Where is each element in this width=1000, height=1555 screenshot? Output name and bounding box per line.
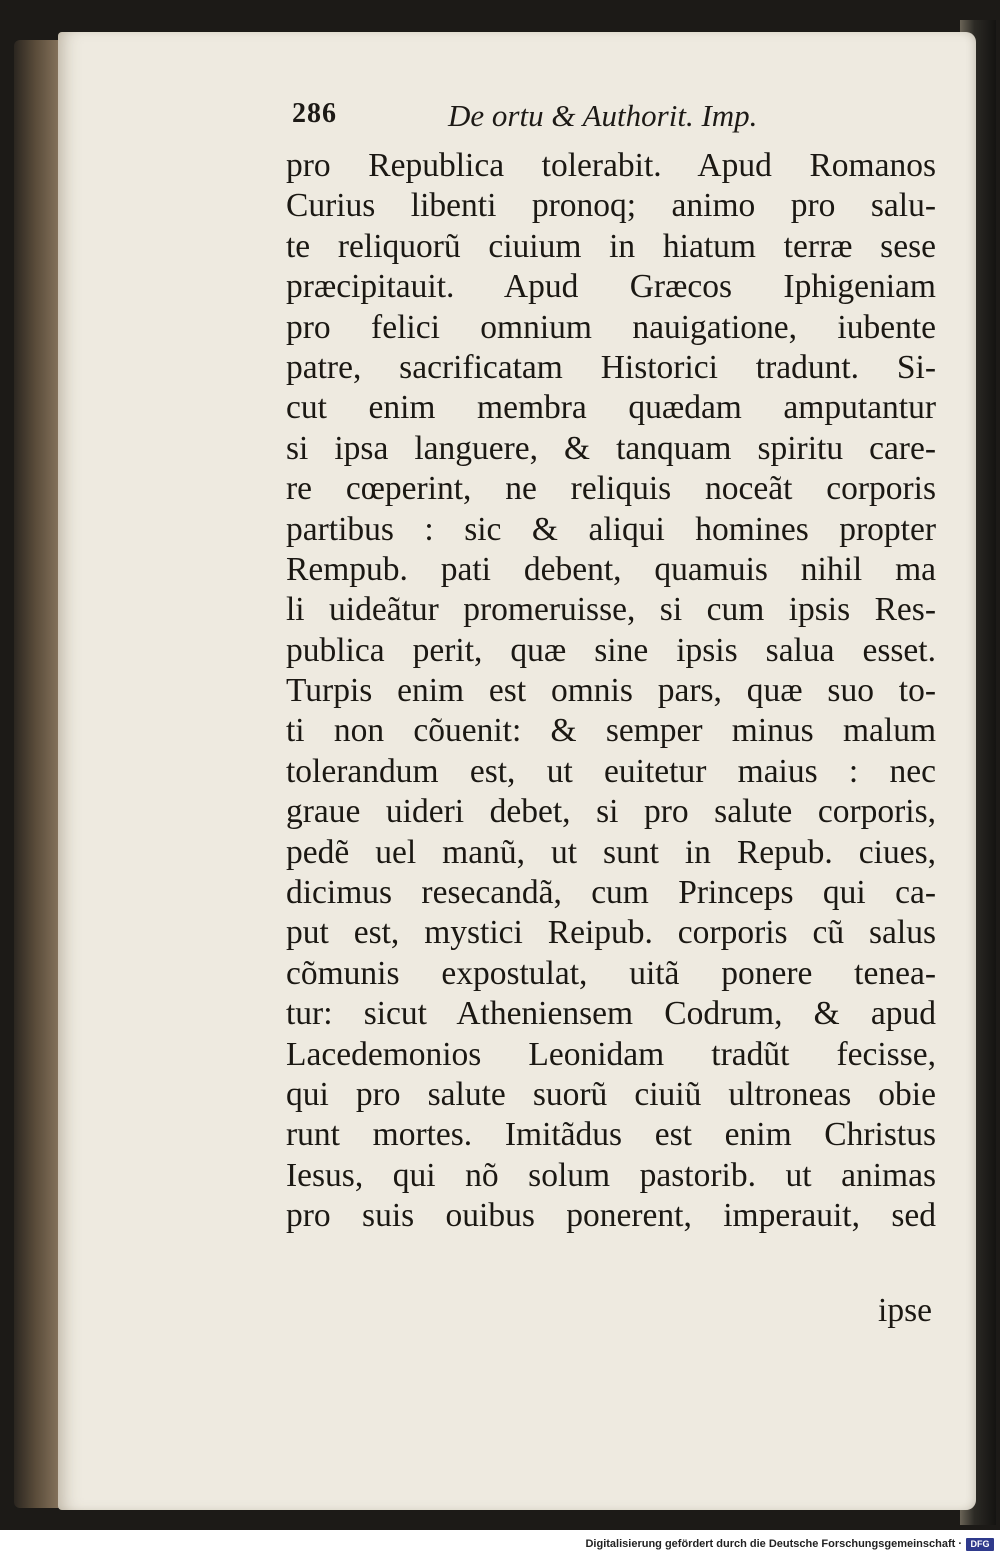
text-line: Iesus, qui nõ solum pastorib. ut animas (286, 1156, 936, 1194)
text-line: runt mortes. Imitãdus est enim Christus (286, 1116, 936, 1154)
dfg-logo-icon: DFG (966, 1538, 994, 1551)
text-line: pedẽ uel manũ, ut sunt in Repub. ciues, (286, 833, 936, 871)
running-title: De ortu & Authorit. Imp. (448, 98, 758, 133)
body-text (286, 146, 936, 1237)
text-line: li uideãtur promeruisse, si cum ipsis Res- (286, 591, 936, 629)
text-line: partibus : sic & aliqui homines propter (286, 510, 936, 548)
text-line: te reliquorũ ciuium in hiatum terræ sese (286, 227, 936, 265)
book-spine-edge (14, 40, 62, 1508)
running-head (292, 98, 932, 142)
text-line: Curius libenti pronoq; animo pro salu- (286, 187, 936, 225)
text-line: tur: sicut Atheniensem Codrum, & apud (286, 995, 936, 1033)
text-line: re cœperint, ne reliquis noceãt corporis (286, 470, 936, 508)
footer-bar (0, 1536, 1000, 1555)
text-line: put est, mystici Reipub. corporis cũ salus (286, 914, 936, 952)
catchword: ipse (878, 1292, 932, 1329)
text-line: dicimus resecandã, cum Princeps qui ca- (286, 874, 936, 912)
text-line: Lacedemonios Leonidam tradũt fecisse, (286, 1035, 936, 1073)
text-line: graue uideri debet, si pro salute corporis, (286, 793, 936, 831)
text-line: cõmunis expostulat, uitã ponere tenea- (286, 954, 936, 992)
text-line: cut enim membra quædam amputantur (286, 389, 936, 427)
digitization-credit: Digitalisierung gefördert durch die Deutsche Forschungsgemeinschaft · (585, 1538, 962, 1550)
text-line: si ipsa languere, & tanquam spiritu care- (286, 429, 936, 467)
text-line: qui pro salute suorũ ciuiũ ultroneas obie (286, 1075, 936, 1113)
page-number: 286 (292, 98, 337, 129)
text-line: pro felici omnium nauigatione, iubente (286, 308, 936, 346)
text-line: Turpis enim est omnis pars, quæ suo to- (286, 672, 936, 710)
text-line: pro suis ouibus ponerent, imperauit, sed (286, 1197, 936, 1235)
text-line: patre, sacrificatam Historici tradunt. Si- (286, 348, 936, 386)
text-line: tolerandum est, ut euitetur maius : nec (286, 752, 936, 790)
text-line: præcipitauit. Apud Græcos Iphigeniam (286, 268, 936, 306)
text-line: ti non cõuenit: & semper minus malum (286, 712, 936, 750)
text-line: publica perit, quæ sine ipsis salua esset. (286, 631, 936, 669)
text-line: Rempub. pati debent, quamuis nihil ma (286, 550, 936, 588)
text-line: pro Republica tolerabit. Apud Romanos (286, 147, 936, 184)
